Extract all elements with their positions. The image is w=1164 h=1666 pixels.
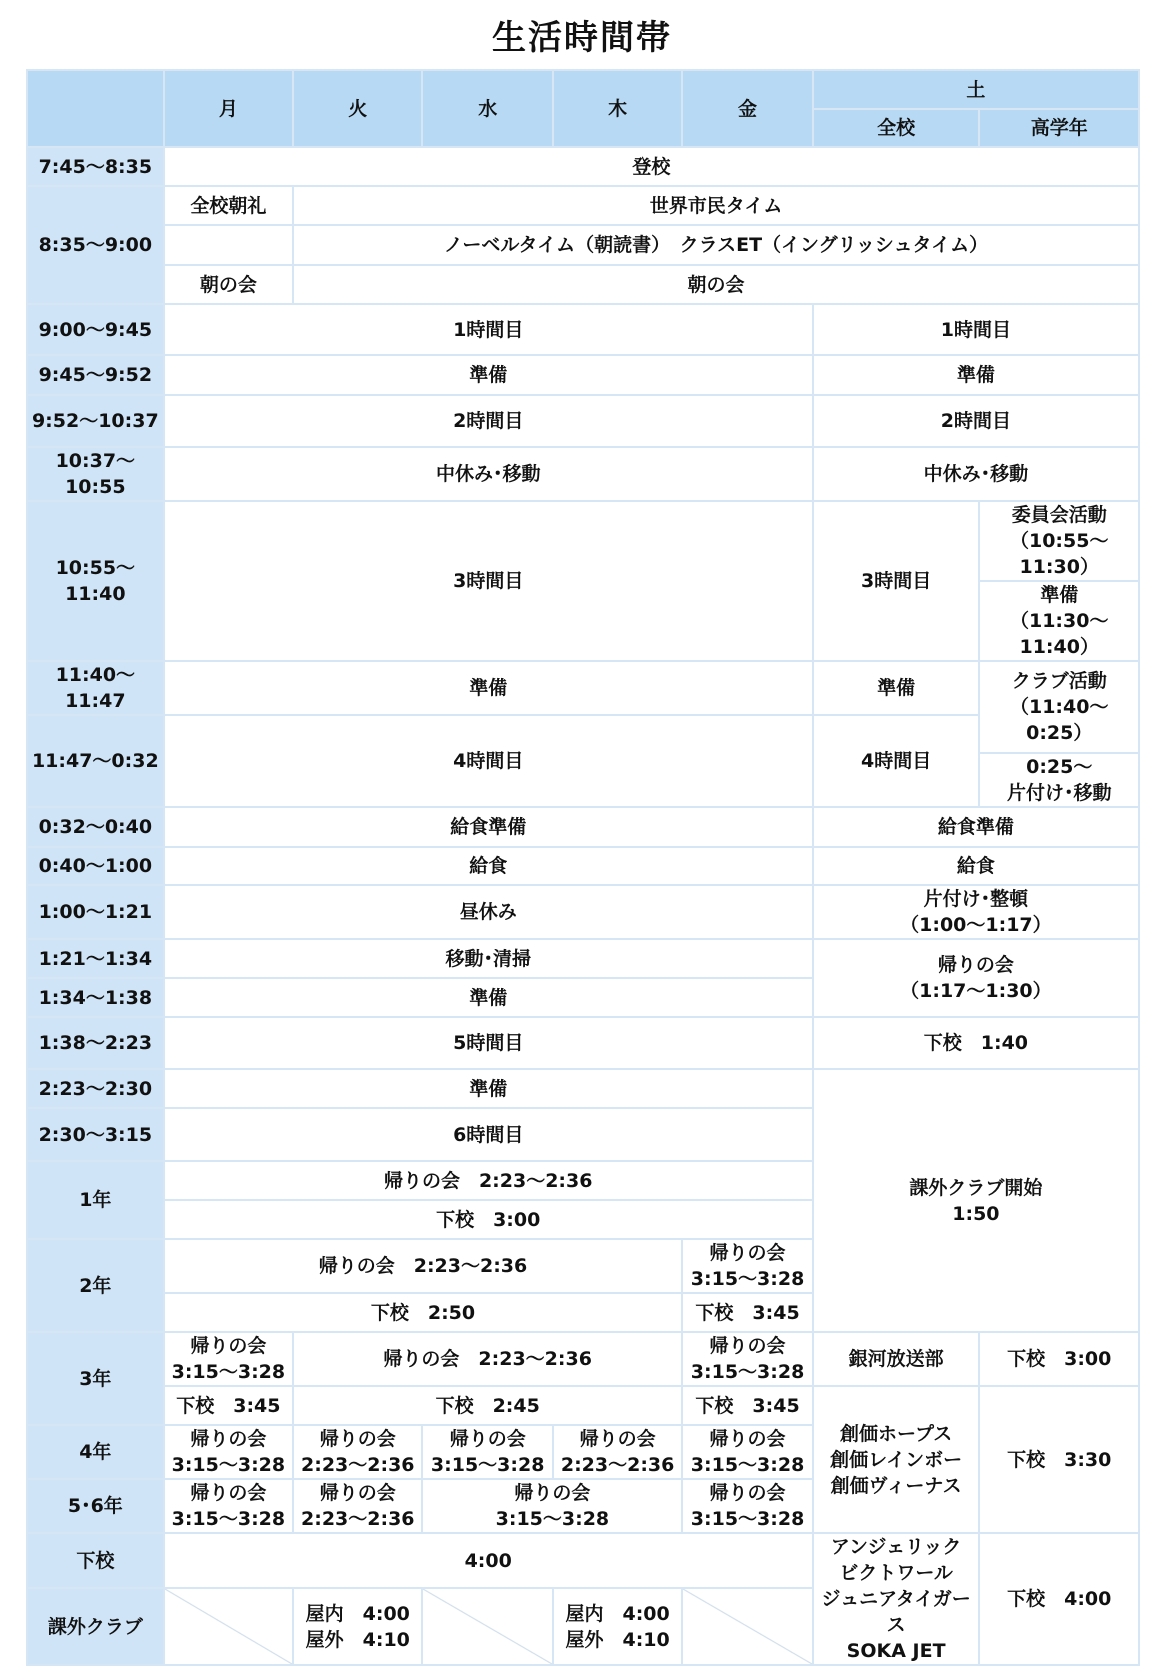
schedule-cell: 3時間目	[813, 501, 980, 661]
grade-cell: 2年	[27, 1239, 164, 1332]
schedule-cell: 6時間目	[164, 1108, 813, 1161]
schedule-cell: 屋内 4:00 屋外 4:10	[293, 1588, 422, 1665]
grade-cell: 4年	[27, 1425, 164, 1479]
schedule-cell: 帰りの会 3:15～3:28	[422, 1479, 682, 1533]
schedule-cell: 課外クラブ開始 1:50	[813, 1069, 1139, 1332]
header-sat-all: 全校	[813, 109, 980, 147]
schedule-cell: 0:25～ 片付け･移動	[979, 753, 1139, 807]
schedule-cell: 2時間目	[813, 395, 1139, 447]
time-cell: 9:52～10:37	[27, 395, 164, 447]
time-cell: 10:55～11:40	[27, 501, 164, 661]
schedule-cell: 中休み･移動	[164, 447, 813, 501]
schedule-cell: 世界市民タイム	[293, 186, 1139, 225]
time-cell: 1:38～2:23	[27, 1017, 164, 1069]
header-day-thu: 木	[553, 70, 682, 147]
schedule-cell: 下校 3:45	[682, 1293, 812, 1332]
empty-cell	[164, 1588, 293, 1665]
empty-cell	[164, 225, 293, 265]
schedule-cell: 朝の会	[164, 265, 293, 304]
schedule-cell: アンジェリック ビクトワール ジュニアタイガース SOKA JET	[813, 1533, 980, 1665]
schedule-cell: 屋内 4:00 屋外 4:10	[553, 1588, 682, 1665]
schedule-cell: 準備	[164, 978, 813, 1017]
schedule-cell: 帰りの会 3:15～3:28	[164, 1479, 293, 1533]
schedule-cell: 4時間目	[164, 715, 813, 807]
schedule-cell: クラブ活動 （11:40～0:25）	[979, 661, 1139, 753]
schedule-cell: 帰りの会 3:15～3:28	[682, 1239, 812, 1293]
schedule-cell: 給食準備	[813, 807, 1139, 847]
empty-cell	[422, 1588, 552, 1665]
schedule-cell: 朝の会	[293, 265, 1139, 304]
grade-cell: 1年	[27, 1161, 164, 1239]
schedule-cell: 下校 3:30	[979, 1386, 1139, 1533]
schedule-cell: 昼休み	[164, 885, 813, 939]
empty-cell	[682, 1588, 812, 1665]
schedule-cell: 帰りの会 （1:17～1:30）	[813, 939, 1139, 1017]
schedule-cell: 1時間目	[813, 304, 1139, 355]
schedule-cell: 帰りの会 2:23～2:36	[553, 1425, 682, 1479]
time-cell: 2:23～2:30	[27, 1069, 164, 1108]
grade-cell: 課外クラブ	[27, 1588, 164, 1665]
schedule-cell: 準備 （11:30～11:40）	[979, 581, 1139, 661]
time-cell: 1:34～1:38	[27, 978, 164, 1017]
header-day-sat: 土	[813, 70, 1139, 109]
schedule-cell: 創価ホープス 創価レインボー 創価ヴィーナス	[813, 1386, 980, 1533]
time-cell: 7:45～8:35	[27, 147, 164, 186]
schedule-cell: 下校 3:00	[164, 1200, 813, 1239]
schedule-cell: 下校 2:50	[164, 1293, 683, 1332]
schedule-cell: 帰りの会 2:23～2:36	[164, 1239, 683, 1293]
schedule-cell: 移動･清掃	[164, 939, 813, 978]
time-cell: 0:32～0:40	[27, 807, 164, 847]
schedule-cell: 2時間目	[164, 395, 813, 447]
header-day-wed: 水	[422, 70, 552, 147]
grade-cell: 5･6年	[27, 1479, 164, 1533]
time-cell: 10:37～10:55	[27, 447, 164, 501]
header-day-tue: 火	[293, 70, 422, 147]
time-cell: 11:47～0:32	[27, 715, 164, 807]
schedule-cell: 帰りの会 3:15～3:28	[422, 1425, 552, 1479]
schedule-cell: 登校	[164, 147, 1139, 186]
time-cell: 9:45～9:52	[27, 355, 164, 395]
schedule-cell: 4:00	[164, 1533, 813, 1588]
header-sat-upper: 高学年	[979, 109, 1139, 147]
schedule-cell: 準備	[164, 661, 813, 715]
schedule-cell: 帰りの会 2:23～2:36	[293, 1425, 422, 1479]
schedule-cell: 帰りの会 3:15～3:28	[682, 1479, 812, 1533]
time-cell: 2:30～3:15	[27, 1108, 164, 1161]
schedule-cell: 下校 4:00	[979, 1533, 1139, 1665]
schedule-cell: 準備	[164, 1069, 813, 1108]
schedule-cell: 帰りの会 3:15～3:28	[682, 1332, 812, 1386]
schedule-cell: 給食	[813, 847, 1139, 885]
schedule-cell: 準備	[813, 355, 1139, 395]
grade-cell: 下校	[27, 1533, 164, 1588]
schedule-cell: 準備	[164, 355, 813, 395]
time-cell: 11:40～11:47	[27, 661, 164, 715]
schedule-cell: 下校 2:45	[293, 1386, 682, 1425]
time-cell: 1:21～1:34	[27, 939, 164, 978]
schedule-cell: 銀河放送部	[813, 1332, 980, 1386]
page-title: 生活時間帯	[492, 18, 672, 58]
grade-cell: 3年	[27, 1332, 164, 1425]
time-cell: 1:00～1:21	[27, 885, 164, 939]
schedule-cell: 帰りの会 3:15～3:28	[164, 1332, 293, 1386]
schedule-cell: 5時間目	[164, 1017, 813, 1069]
time-cell: 9:00～9:45	[27, 304, 164, 355]
schedule-cell: 4時間目	[813, 715, 980, 807]
schedule-cell: 帰りの会 2:23～2:36	[293, 1479, 422, 1533]
schedule-cell: 片付け･整頓 （1:00～1:17）	[813, 885, 1139, 939]
time-cell: 0:40～1:00	[27, 847, 164, 885]
schedule-cell: ノーベルタイム（朝読書） クラスET（イングリッシュタイム）	[293, 225, 1139, 265]
schedule-cell: 3時間目	[164, 501, 813, 661]
header-day-mon: 月	[164, 70, 293, 147]
schedule-cell: 委員会活動 （10:55～11:30）	[979, 501, 1139, 581]
schedule-cell: 給食	[164, 847, 813, 885]
schedule-cell: 給食準備	[164, 807, 813, 847]
schedule-cell: 1時間目	[164, 304, 813, 355]
schedule-cell: 準備	[813, 661, 980, 715]
schedule-cell: 帰りの会 3:15～3:28	[682, 1425, 812, 1479]
time-cell: 8:35～9:00	[27, 186, 164, 304]
schedule-cell: 帰りの会 3:15～3:28	[164, 1425, 293, 1479]
schedule-cell: 下校 3:45	[164, 1386, 293, 1425]
header-day-fri: 金	[682, 70, 812, 147]
schedule-cell: 帰りの会 2:23～2:36	[164, 1161, 813, 1200]
schedule-table	[26, 69, 1140, 1666]
schedule-cell: 下校 3:45	[682, 1386, 812, 1425]
schedule-cell: 全校朝礼	[164, 186, 293, 225]
header-corner	[27, 70, 164, 147]
schedule-cell: 帰りの会 2:23～2:36	[293, 1332, 682, 1386]
schedule-cell: 下校 3:00	[979, 1332, 1139, 1386]
schedule-cell: 下校 1:40	[813, 1017, 1139, 1069]
schedule-cell: 中休み･移動	[813, 447, 1139, 501]
